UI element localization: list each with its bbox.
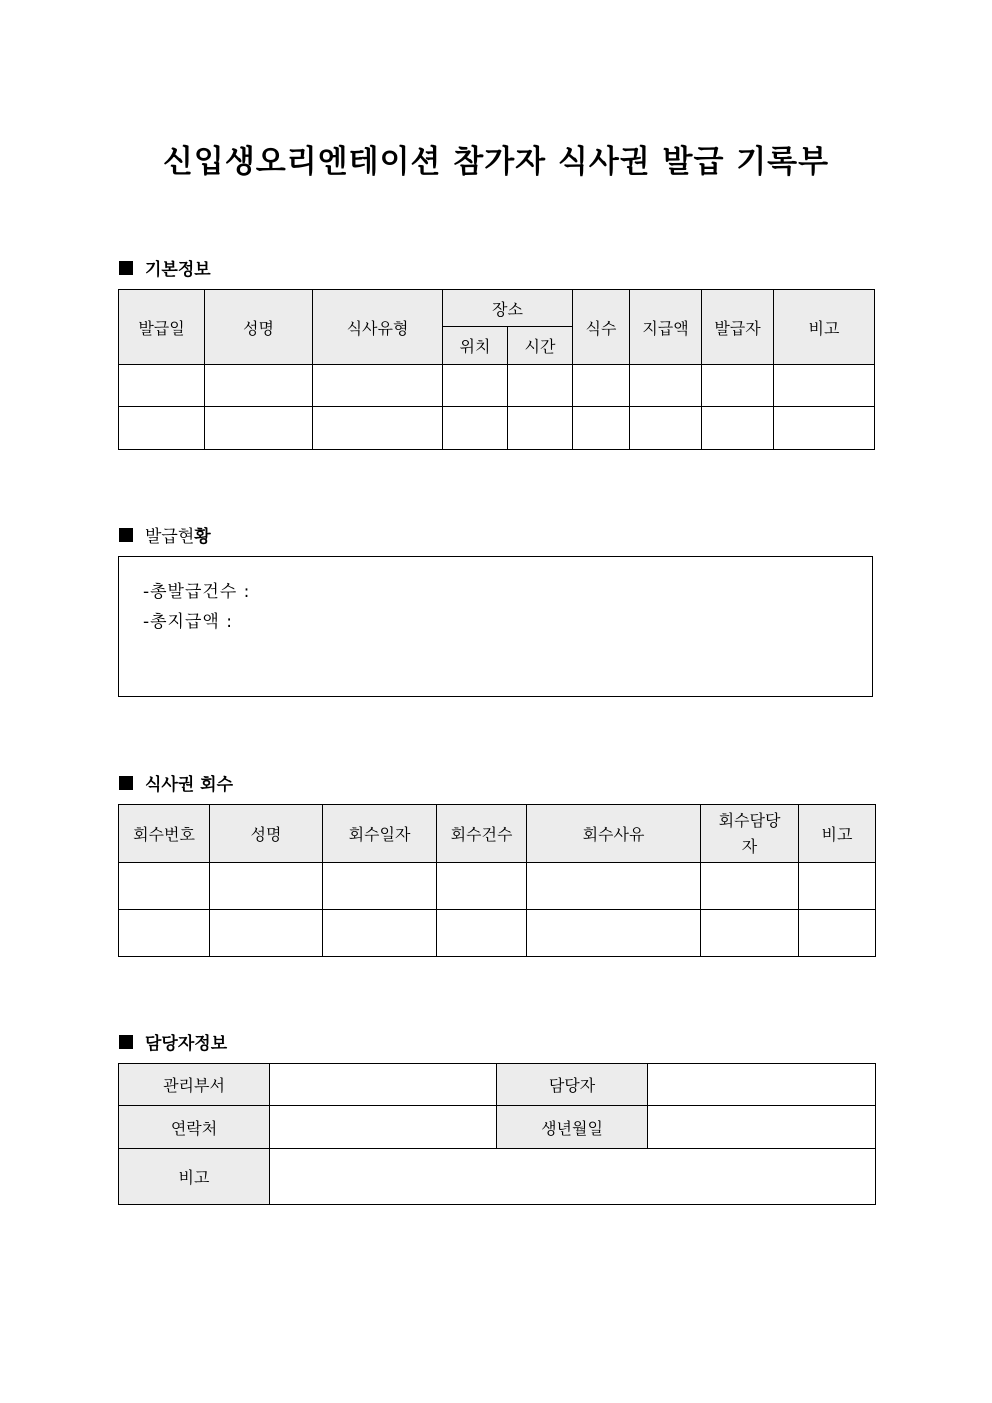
total-issue-count: -총발급건수 : [143,582,251,602]
table-row [119,365,875,407]
note-field[interactable] [270,1149,876,1205]
header-place: 장소 [443,290,573,327]
total-amount: -총지급액 : [143,612,233,632]
manager-table [118,1063,876,1205]
header-meal-count: 식수 [573,290,630,365]
recovery-table [118,804,876,957]
basic-info-table [118,289,875,450]
department-field[interactable] [270,1064,497,1106]
header-issue-date: 발급일 [119,290,205,365]
header-meal-type: 식사유형 [313,290,443,365]
section-manager-info: 담당자정보 [119,1029,227,1054]
header-name: 성명 [205,290,313,365]
square-bullet-icon [119,1035,133,1049]
manager-field[interactable] [648,1064,876,1106]
header-location: 위치 [443,327,508,365]
birthdate-field[interactable] [648,1106,876,1149]
label-department: 관리부서 [119,1064,270,1106]
header-recovery-no: 회수번호 [119,805,210,863]
page-title: 신입생오리엔테이션 참가자 식사권 발급 기록부 [162,144,830,180]
header-amount: 지급액 [630,290,702,365]
header-note: 비고 [774,290,875,365]
table-row [119,863,876,910]
table-row [119,407,875,450]
header-recovery-manager: 회수담당자 [701,805,799,863]
contact-field[interactable] [270,1106,497,1149]
issue-status-box [118,556,873,697]
square-bullet-icon [119,261,133,275]
header-recovery-date: 회수일자 [323,805,437,863]
section-recovery: 식사권 회수 [119,770,233,795]
label-birthdate: 생년월일 [497,1106,648,1149]
section-issue-status: 발급현 황 [119,522,211,547]
table-row [119,910,876,957]
label-contact: 연락처 [119,1106,270,1149]
header-issuer: 발급자 [702,290,774,365]
header-name: 성명 [210,805,323,863]
header-note: 비고 [799,805,876,863]
header-time: 시간 [508,327,573,365]
header-recovery-reason: 회수사유 [527,805,701,863]
square-bullet-icon [119,776,133,790]
section-basic-info: 기본정보 [119,255,211,280]
square-bullet-icon [119,528,133,542]
label-note: 비고 [119,1149,270,1205]
label-manager: 담당자 [497,1064,648,1106]
header-recovery-count: 회수건수 [437,805,527,863]
